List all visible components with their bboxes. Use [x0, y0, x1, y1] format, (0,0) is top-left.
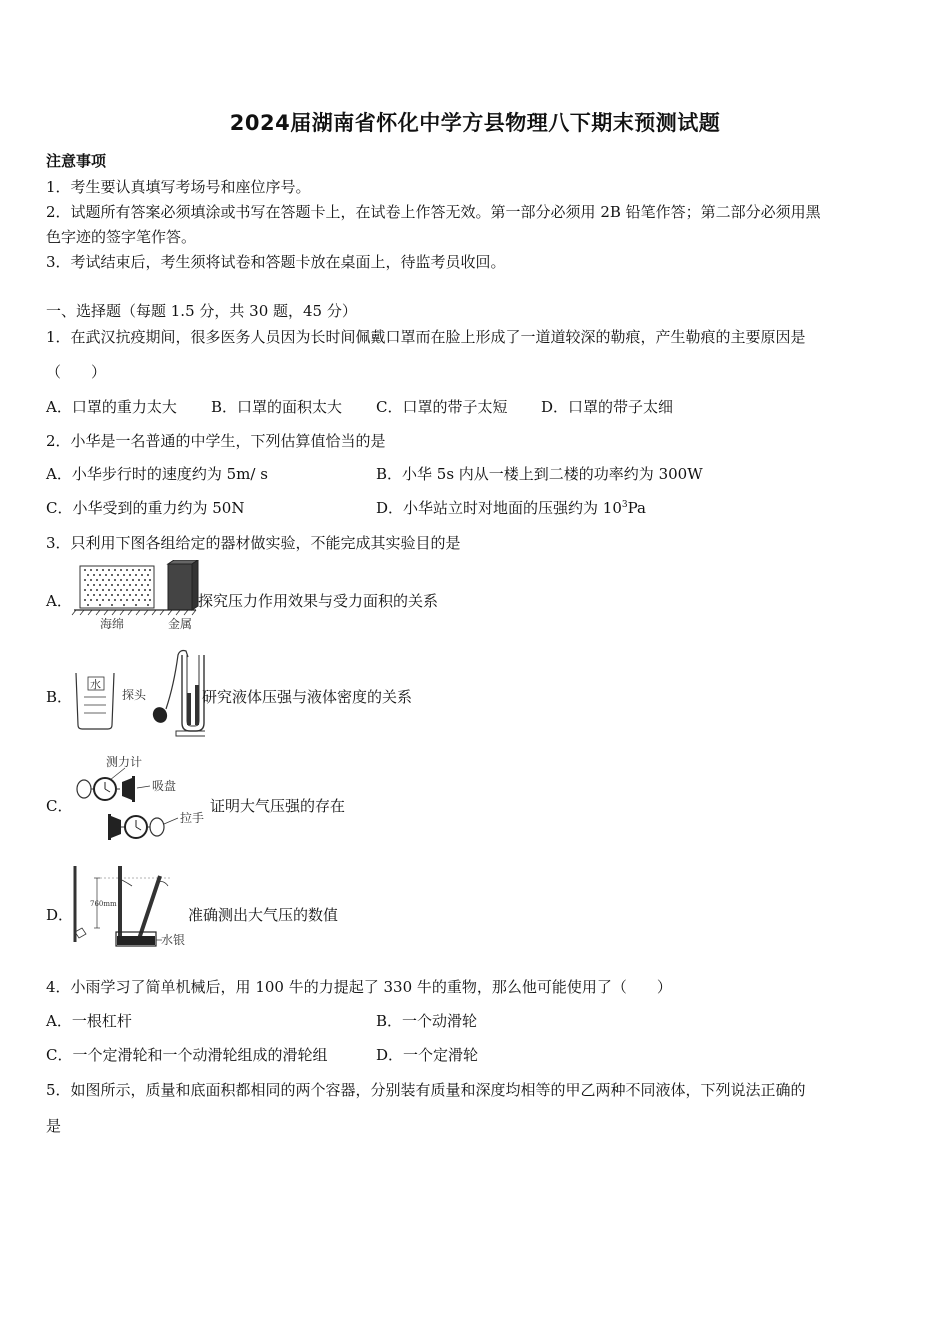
q4-stem: 4．小雨学习了简单机械后，用 100 牛的力提起了 330 牛的重物，那么他可能使用了（ ）: [46, 978, 672, 996]
q1-option-d: D．口罩的带子太细: [541, 398, 674, 416]
mercury-label: 水银: [161, 933, 186, 947]
q3-option-b-label: B．: [46, 688, 73, 706]
suction-cup-icon: [122, 776, 135, 802]
page-title: 2024届湖南省怀化中学方县物理八下期末预测试题: [229, 111, 721, 135]
q2-option-b: B．小华 5s 内从一楼上到二楼的功率约为 300W: [376, 465, 703, 483]
suction-cup-figure: [70, 752, 215, 844]
force-meter-icon: [121, 816, 164, 838]
notice-heading: 注意事项: [46, 152, 107, 170]
sucker-label: 吸盘: [152, 779, 177, 793]
q3-option-c-label: C．: [46, 797, 73, 815]
metal-label: 金属: [168, 617, 193, 631]
force-meter-icon: [77, 778, 120, 800]
q4-option-d: D．一个定滑轮: [376, 1046, 479, 1064]
q2-option-d-text: D．小华站立时对地面的压强约为 10: [376, 499, 622, 517]
q3-stem: 3．只利用下图各组给定的器材做实验，不能完成其实验目的是: [46, 534, 461, 552]
q1-paren: （ ）: [46, 363, 107, 381]
handle-label: 拉手: [180, 811, 205, 825]
q1-option-a: A．口罩的重力太大: [46, 398, 177, 416]
q4-option-a: A．一根杠杆: [46, 1012, 132, 1030]
notice-item-1: 1．考生要认真填写考场号和座位序号。: [46, 178, 311, 196]
sponge-icon: [80, 566, 154, 608]
notice-item-3: 3．考试结束后，考生须将试卷和答题卡放在桌面上，待监考员收回。: [46, 253, 506, 271]
suction-cup-icon: [108, 814, 121, 840]
q5-stem: 5．如图所示，质量和底面积都相同的两个容器，分别装有质量和深度均相等的甲乙两种不同液体，下列说法正确的: [46, 1081, 806, 1099]
q2-option-d: [376, 498, 646, 518]
sponge-metal-figure: [70, 560, 200, 632]
mercury-tube-icon: [118, 866, 168, 942]
water-label: 水: [90, 678, 101, 691]
q5-stem-cont: 是: [46, 1117, 62, 1135]
liquid-pressure-figure: [70, 645, 205, 740]
section-heading: 一、选择题（每题 1.5 分，共 30 题，45 分）: [46, 302, 357, 320]
q3-option-a-text: 探究压力作用效果与受力面积的关系: [198, 592, 439, 610]
q2-stem: 2．小华是一名普通的中学生，下列估算值恰当的是: [46, 432, 386, 450]
q2-option-d-unit: Pa: [627, 499, 646, 517]
notice-item-2-cont: 色字迹的签字笔作答。: [46, 228, 197, 246]
metal-block-icon: [168, 560, 198, 610]
force-meter-label: 测力计: [106, 755, 143, 769]
probe-label: 探头: [122, 688, 147, 702]
glass-tube-icon: [75, 866, 86, 942]
sponge-label: 海绵: [100, 617, 125, 631]
q1-stem: 1．在武汉抗疫期间，很多医务人员因为长时间佩戴口罩而在脸上形成了一道道较深的勒痕，产生勒痕的主要原因是: [46, 328, 806, 346]
q3-option-a-label: A．: [46, 592, 72, 610]
q4-option-c: C．一个定滑轮和一个动滑轮组成的滑轮组: [46, 1046, 328, 1064]
q2-option-d-exponent: 3: [621, 500, 628, 510]
q2-option-a: A．小华步行时的速度约为 5m/ s: [46, 465, 268, 483]
notice-item-2: 2．试题所有答案必须填涂或书写在答题卡上，在试卷上作答无效。第一部分必须用 2B 铅笔作答；第二部分必须用黑: [46, 203, 821, 221]
q3-option-b-text: 研究液体压强与液体密度的关系: [202, 688, 413, 706]
q3-option-c-text: 证明大气压强的存在: [210, 797, 346, 815]
q1-option-c: C．口罩的带子太短: [376, 398, 508, 416]
q4-option-b: B．一个动滑轮: [376, 1012, 478, 1030]
u-tube-icon: [176, 655, 205, 736]
q3-option-d-label: D．: [46, 906, 74, 924]
q2-option-c: C．小华受到的重力约为 50N: [46, 499, 245, 517]
q1-option-b: B．口罩的面积太大: [211, 398, 343, 416]
q3-option-d-text: 准确测出大气压的数值: [188, 906, 339, 924]
height-760mm-label: 760mm: [90, 900, 117, 908]
torricelli-figure: [70, 862, 195, 952]
